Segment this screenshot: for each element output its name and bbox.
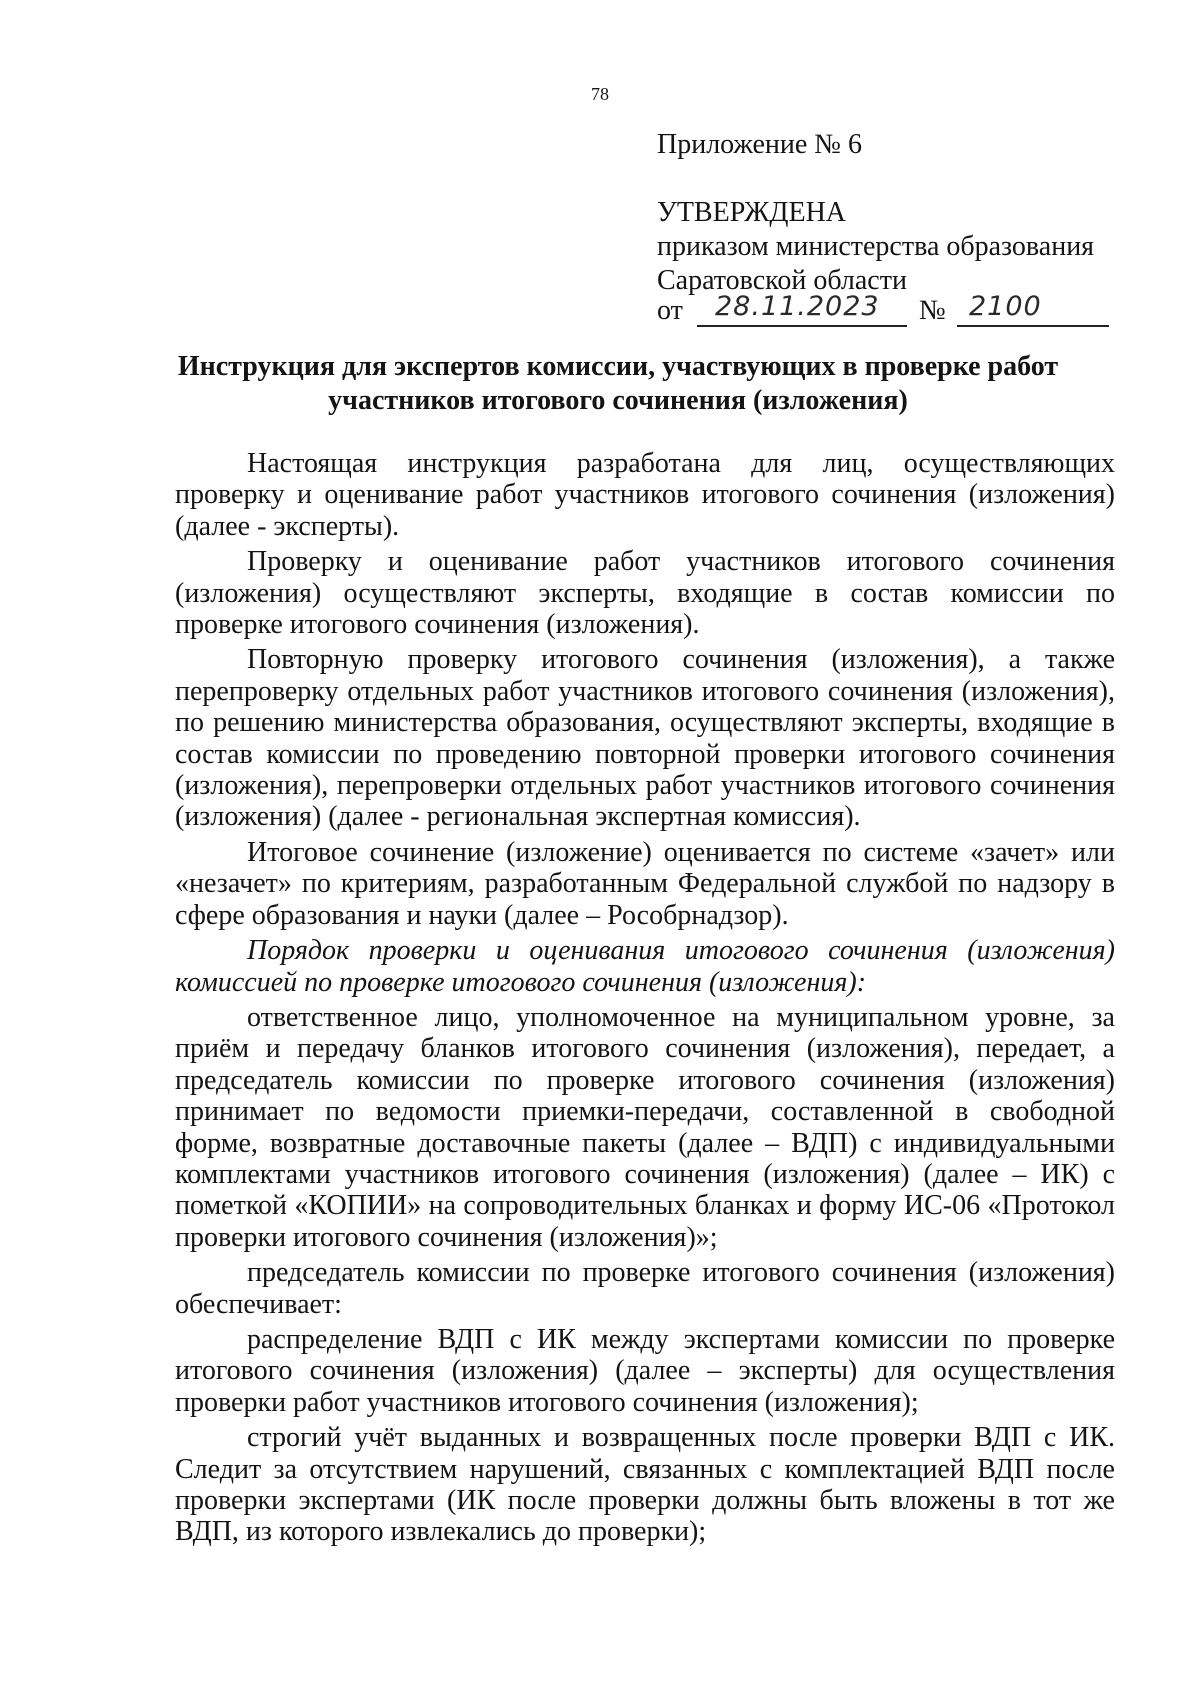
procedure-heading: Порядок проверки и оценивания итогового сочинения (изложения) комиссией по проверке итогового сочинения (изложения): <box>175 935 1115 998</box>
handwritten-number: 2100 <box>969 291 1042 322</box>
title-line-2: участников итогового сочинения (изложения) <box>328 385 908 416</box>
paragraph: строгий учёт выданных и возвращенных после проверки ВДП с ИК. Следит за отсутствием нарушений, связанных с комплектацией ВДП после проверки экспертами (ИК после проверки должны быть вложены в тот же ВДП, из которого извлекались до проверки); <box>175 1422 1115 1548</box>
document-body <box>175 448 1115 1552</box>
page-number: 78 <box>591 84 609 104</box>
paragraph: Итоговое сочинение (изложение) оценивается по системе «зачет» или «незачет» по критериям, разработанным Федеральной службой по надзору в сфере образования и науки (далее – Рособрнадзор). <box>175 836 1115 931</box>
approved-label: УТВЕРЖДЕНА <box>657 197 847 228</box>
paragraph: Повторную проверку итогового сочинения (изложения), а также перепроверку отдельных работ участников итогового сочинения (изложения), по решению министерства образования, осуществляют эксперты, входящие в состав комиссии по проведению повторной проверки итогового сочинения (изложения), перепроверки отдельных работ участников итогового сочинения (изложения) (далее - региональная экспертная комиссия). <box>175 644 1115 833</box>
date-prefix: от <box>657 295 683 326</box>
order-line-1: приказом министерства образования <box>657 231 1095 262</box>
approval-block <box>657 128 1094 298</box>
paragraph: ответственное лицо, уполномоченное на муниципальном уровне, за приём и передачу бланков итогового сочинения (изложения), передает, а председатель комиссии по проверке итогового сочинения (изложения) принимает по ведомости приемки-передачи, составленной в свободной форме, возвратные доставочные пакеты (далее – ВДП) с индивидуальными комплектами участников итогового сочинения (изложения) (далее – ИК) с пометкой «КОПИИ» на сопроводительных бланках и форму ИС-06 «Протокол проверки итогового сочинения (изложения)»; <box>175 1001 1115 1253</box>
paragraph: председатель комиссии по проверке итогового сочинения (изложения) обеспечивает: <box>175 1257 1115 1320</box>
date-underline <box>697 325 907 327</box>
number-prefix: № <box>919 295 946 326</box>
number-underline <box>957 325 1109 327</box>
document-title <box>150 350 1086 418</box>
appendix-label: Приложение № 6 <box>657 129 862 160</box>
paragraph: Проверку и оценивание работ участников итогового сочинения (изложения) осуществляют эксперты, входящие в состав комиссии по проверке итогового сочинения (изложения). <box>175 546 1115 641</box>
order-line-2: Саратовской области <box>657 265 907 296</box>
paragraph: Настоящая инструкция разработана для лиц, осуществляющих проверку и оценивание работ участников итогового сочинения (изложения) (далее - эксперты). <box>175 448 1115 542</box>
handwritten-date: 28.11.2023 <box>715 291 880 322</box>
order-date-number-line <box>657 291 1117 329</box>
spacer <box>657 162 1094 196</box>
paragraph: распределение ВДП с ИК между экспертами комиссии по проверке итогового сочинения (изложения) (далее – эксперты) для осуществления проверки работ участников итогового сочинения (изложения); <box>175 1323 1115 1418</box>
title-line-1: Инструкция для экспертов комиссии, участвующих в проверке работ <box>177 351 1059 382</box>
